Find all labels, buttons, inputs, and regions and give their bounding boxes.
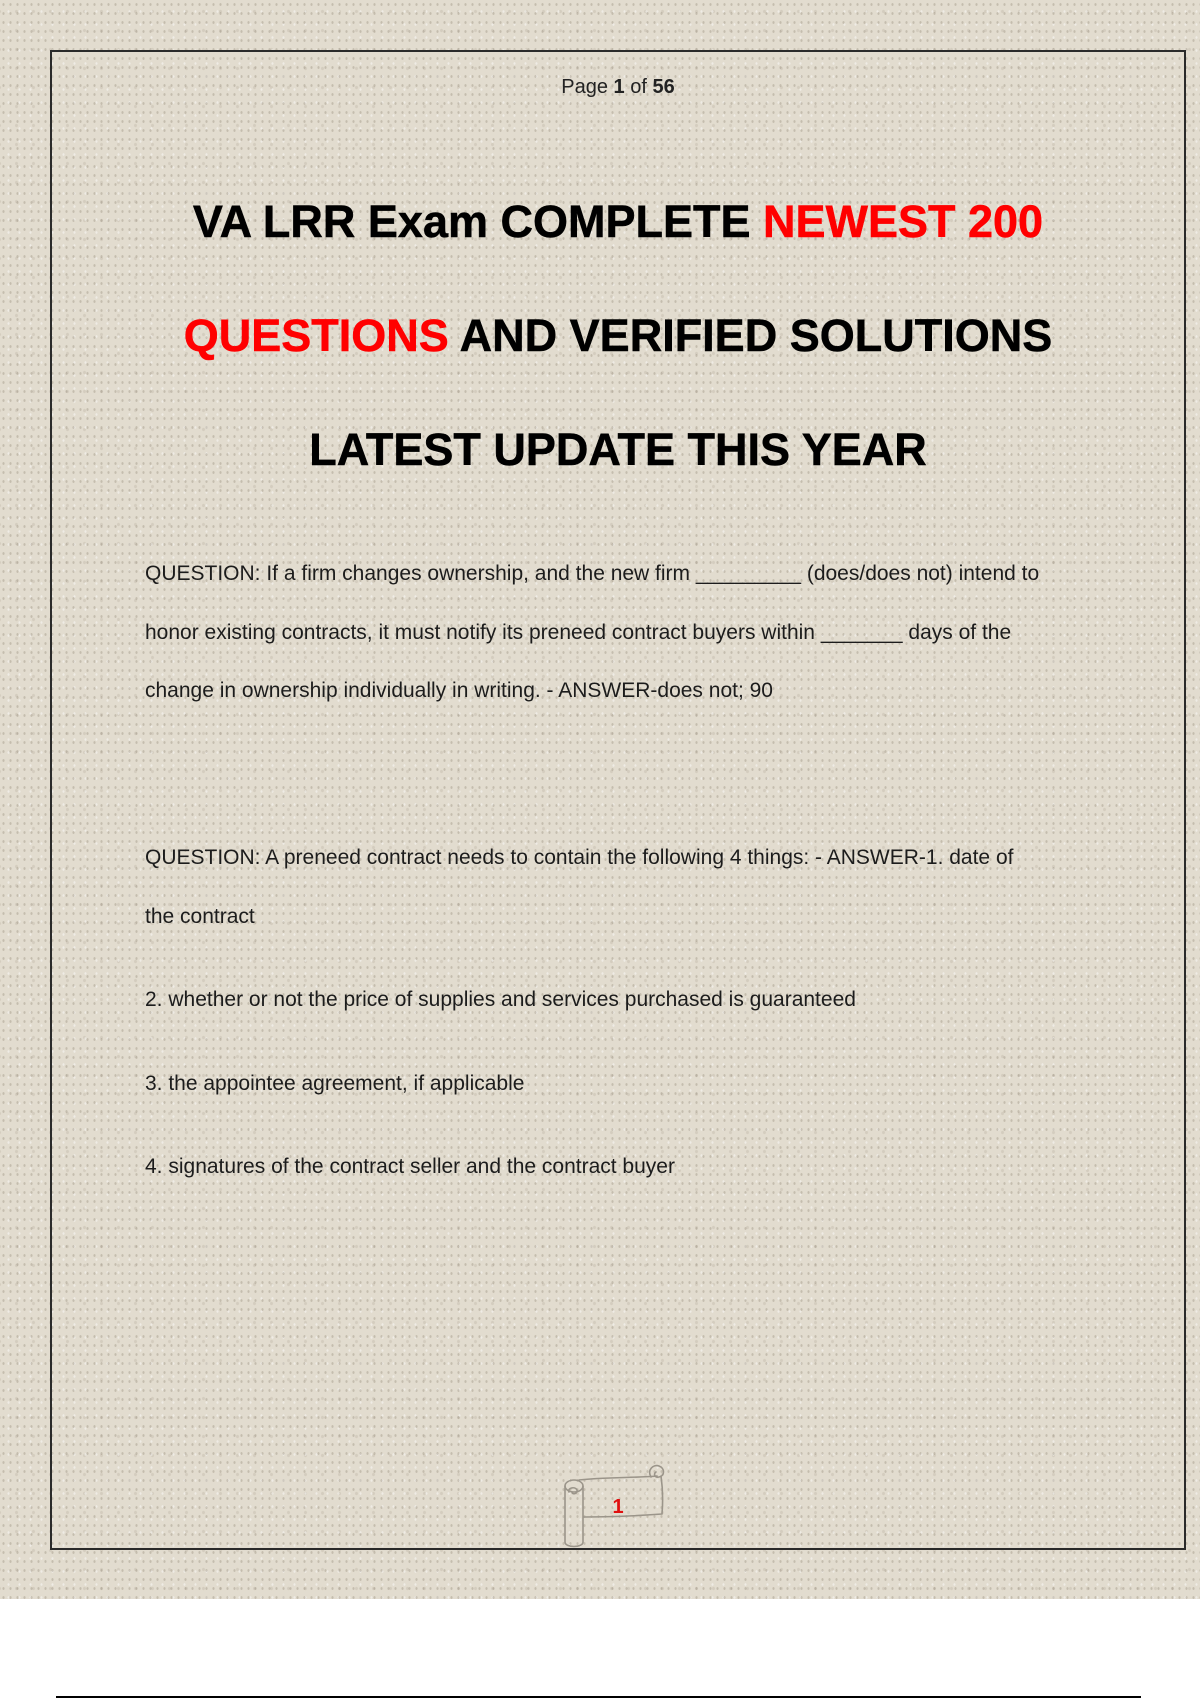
page-counter <box>50 75 1186 99</box>
title-line-1-red: NEWEST 200 <box>763 196 1044 247</box>
question-1-line-1: QUESTION: If a firm changes ownership, and the new firm _________ (does/does not) intend to <box>145 562 1040 585</box>
title-line-2 <box>50 279 1186 393</box>
page-counter-current: 1 <box>613 76 625 98</box>
answer-item-2: 2. whether or not the price of supplies and services purchased is guaranteed <box>145 988 856 1011</box>
title-line-1-black: VA LRR Exam COMPLETE <box>192 196 751 247</box>
title-line-2-red: QUESTIONS <box>183 310 449 361</box>
title-line-1 <box>50 165 1186 279</box>
bottom-divider <box>56 1696 1141 1698</box>
title-line-2-black: AND VERIFIED SOLUTIONS <box>459 310 1053 361</box>
page-counter-of: of <box>630 76 647 98</box>
question-2-line-2: the contract <box>145 904 255 928</box>
title-line-3: LATEST UPDATE THIS YEAR <box>309 424 927 475</box>
question-block-2 <box>145 829 1013 1197</box>
page-counter-total: 56 <box>652 76 675 98</box>
question-2-line-1: QUESTION: A preneed contract needs to contain the following 4 things: - ANSWER-1. date of <box>145 846 1014 869</box>
question-1-line-3: change in ownership individually in writing. - ANSWER-does not; 90 <box>145 679 773 702</box>
question-1-line-2: honor existing contracts, it must notify its preneed contract buyers within _______ days of the <box>145 620 1012 644</box>
question-block-1 <box>145 545 1039 721</box>
page-counter-label: Page <box>561 76 608 98</box>
answer-item-4: 4. signatures of the contract seller and the contract buyer <box>145 1155 675 1178</box>
answer-item-3: 3. the appointee agreement, if applicable <box>145 1071 525 1095</box>
footer-page-number: 1 <box>612 1496 624 1518</box>
document-title <box>50 165 1186 507</box>
